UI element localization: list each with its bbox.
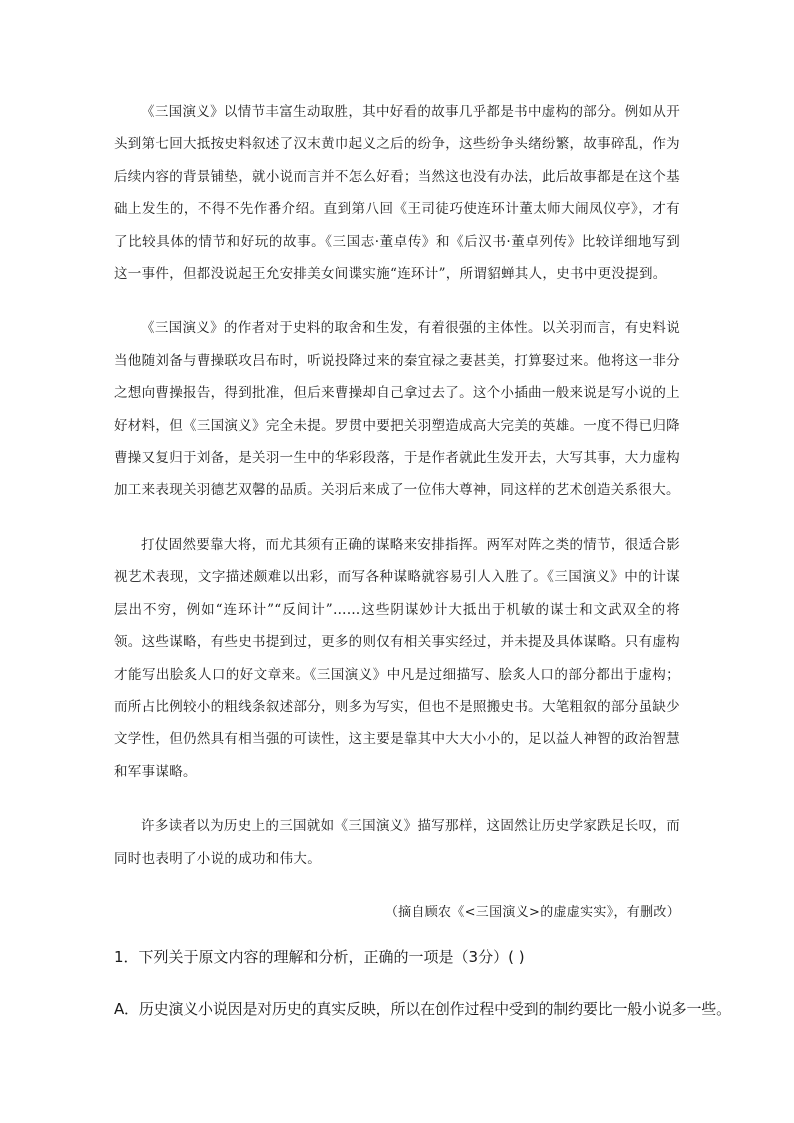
passage-paragraph-2: 《三国演义》的作者对于史料的取舍和生发，有着很强的主体性。以关羽而言，有史料说当他随刘备与曹操联攻吕布时，听说投降过来的秦宜禄之妻甚美，打算娶过来。他将这一非分之想向曹操报告，得到批准，但后来曹操却自己拿过去了。这个小插曲一般来说是写小说的上好材料，但《三国演义》完全未提。罗贯中要把关羽塑造成高大完美的英雄。一度不得已归降曹操又复归于刘备，是关羽一生中的华彩段落，于是作者就此生发开去，大写其事，大力虚构加工来表现关羽德艺双馨的品质。关羽后来成了一位伟大尊神，同这样的艺术创造关系很大。 bbox=[114, 320, 680, 499]
passage-paragraph-3: 打仗固然要靠大将，而尤其须有正确的谋略来安排指挥。两军对阵之类的情节，很适合影视艺术表现，文字描述颇难以出彩，而写各种谋略就容易引人入胜了。《三国演义》中的计谋层出不穷，例如“连环计”“反间计”……这些阴谋妙计大抵出于机敏的谋士和文武双全的将领。这些谋略，有些史书提到过，更多的则仅有相关事实经过，并未提及具体谋略。只有虚构才能写出脍炙人口的好文章来。《三国演义》中凡是过细描写、脍炙人口的部分都出于虚构；而所占比例较小的粗线条叙述部分，则多为写实，但也不是照搬史书。大笔粗叙的部分虽缺少文学性，但仍然具有相当强的可读性，这主要是靠其中大大小小的，足以益人神智的政治智慧和军事谋略。 bbox=[114, 536, 680, 780]
passage-paragraph-4: 许多读者以为历史上的三国就如《三国演义》描写那样，这固然让历史学家跌足长叹，而同时也表明了小说的成功和伟大。 bbox=[114, 818, 680, 867]
question-stem: 1．下列关于原文内容的理解和分析，正确的一项是（3分）( ) bbox=[114, 948, 525, 966]
passage-paragraph-1: 《三国演义》以情节丰富生动取胜，其中好看的故事几乎都是书中虚构的部分。例如从开头到第七回大抵按史料叙述了汉末黄巾起义之后的纷争，这些纷争头绪纷繁，故事碎乱，作为后续内容的背景铺垫，就小说而言并不怎么好看；当然这也没有办法，此后故事都是在这个基础上发生的，不得不先作番介绍。直到第八回《王司徒巧使连环计董太师大闹凤仪亭》，才有了比较具体的情节和好玩的故事。《三国志·董卓传》和《后汉书·董卓列传》比较详细地写到这一事件，但都没说起王允安排美女间谍实施“连环计”，所谓貂蝉其人，史书中更没提到。 bbox=[114, 104, 680, 283]
question-1 bbox=[114, 942, 731, 1024]
question-option-a[interactable]: A．历史演义小说因是对历史的真实反映，所以在创作过程中受到的制约要比一般小说多一些。 bbox=[114, 1000, 731, 1018]
reading-passage bbox=[114, 96, 680, 929]
passage-source: （摘自顾农《<三国演义>的虚虚实实》，有删改） bbox=[384, 904, 680, 920]
